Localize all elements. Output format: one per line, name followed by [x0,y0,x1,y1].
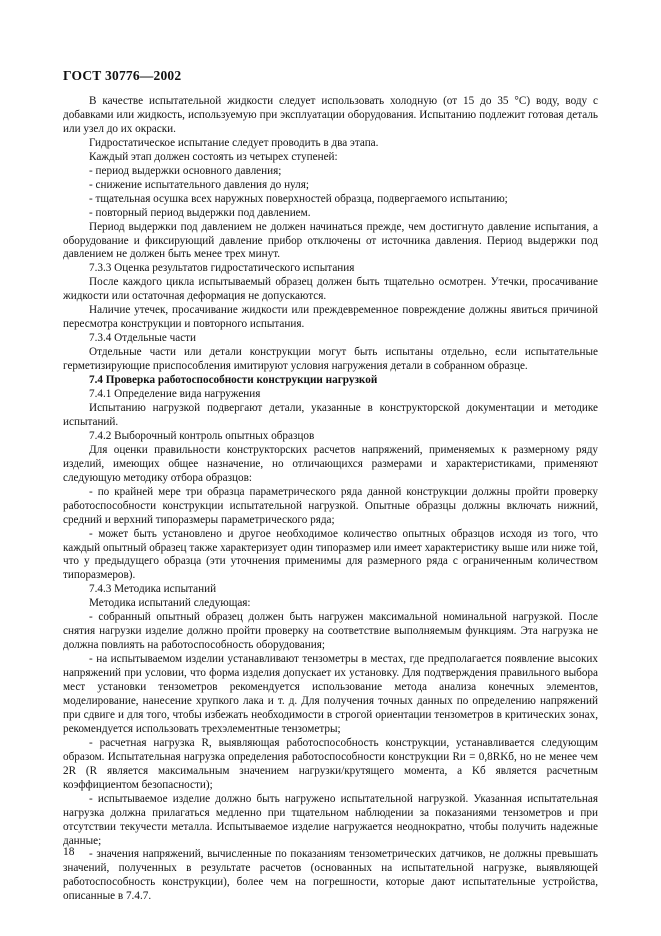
subsection-heading: 7.3.4 Отдельные части [89,332,197,345]
paragraph: Наличие утечек, просачивание жидкости или преждевременное повреждение должны явиться причиной пересмотра конструкции и повторного испытания. [63,304,598,331]
document-header: ГОСТ 30776—2002 [63,68,182,83]
list-item: - может быть установлено и другое необходимое количество опытных образцов исходя из того, что каждый опытный образец также характеризует один типоразмер или имеет характеристику выше или ниже той, что у предыдущего образца (эти уточнения применимы для размерного ряда с ограниченным количеством типоразмеров). [63,527,598,582]
paragraph: После каждого цикла испытываемый образец должен быть тщательно осмотрен. Утечки, просачивание жидкости или остаточная деформация не допускаются. [63,276,598,303]
paragraph: Испытанию нагрузкой подвергают детали, указанные в конструкторской документации и методике испытаний. [63,401,598,428]
list-item: - расчетная нагрузка R, выявляющая работоспособность конструкции, устанавливается следующим образом. Испытательная нагрузка определения работоспособности конструкции Rи = 0,8RKб, но не менее чем 2R (R является максимальным значением нагрузки/крутящего момента, а Kб является расчетным коэффициентом безопасности); [63,736,598,791]
subsection-heading: 7.4.3 Методика испытаний [89,583,217,596]
paragraph: Отдельные части или детали конструкции могут быть испытаны отдельно, если испытательные герметизирующие приспособления имитируют условия нагружения детали в собранном образце. [63,346,598,373]
list-item: - повторный период выдержки под давлением. [89,206,311,219]
page-number: 18 [63,846,75,858]
section-heading: 7.4 Проверка работоспособности конструкции нагрузкой [89,374,378,387]
document-body [63,95,598,904]
subsection-heading: 7.4.2 Выборочный контроль опытных образцов [89,429,315,442]
subsection-heading: 7.3.3 Оценка результатов гидростатического испытания [89,262,355,275]
list-item: - тщательная осушка всех наружных поверхностей образца, подвергаемого испытанию; [89,192,508,205]
paragraph: Методика испытаний следующая: [89,597,251,610]
subsection-heading: 7.4.1 Определение вида нагружения [89,388,261,401]
list-item: - на испытываемом изделии устанавливают тензометры в местах, где предполагается появление высоких напряжений при условии, что форма изделия допускает их установку. Для подтверждения правильного выбора мест установки тензометров рекомендуется использование метода анализа конечных элементов, моделирование, нанесение хрупкого лака и т. д. Для получения точных данных по определению напряжений при сдвиге и для того, чтобы избежать необходимости в строгой ориентации тензометров в критических зонах, рекомендуется использовать трехэлементные тензометры; [63,653,598,735]
list-item: - значения напряжений, вычисленные по показаниям тензометрических датчиков, не должны превышать значений, полученных в результате расчетов (основанных на испытательной нагрузке, выявляющей работоспособность конструкции), более чем на погрешности, которые дают испытательные устройства, описанные в 7.4.7. [63,848,598,903]
paragraph: Для оценки правильности конструкторских расчетов напряжений, применяемых к размерному ряду изделий, имеющих общее назначение, но отличающихся размерами и характеристиками, применяют следующую методику отбора образцов: [63,443,598,484]
paragraph: Период выдержки под давлением не должен начинаться прежде, чем достигнуто давление испытания, а оборудование и фиксирующий давление прибор отключены от источника давления. Период выдержки под давлением не должен быть менее трех минут. [63,220,598,261]
paragraph: Гидростатическое испытание следует проводить в два этапа. [89,136,379,149]
paragraph: Каждый этап должен состоять из четырех ступеней: [89,150,338,163]
list-item: - снижение испытательного давления до нуля; [89,178,309,191]
list-item: - по крайней мере три образца параметрического ряда данной конструкции должны пройти проверку работоспособности конструкции испытательной нагрузкой. Опытные образцы должны включать нижний, средний и верхний типоразмеры параметрического ряда; [63,485,598,526]
paragraph: В качестве испытательной жидкости следует использовать холодную (от 15 до 35 °С) воду, воду с добавками или жидкость, используемую при эксплуатации оборудования. Испытанию подлежит готовая деталь или узел до их окраски. [63,95,598,135]
list-item: - собранный опытный образец должен быть нагружен максимальной номинальной нагрузкой. После снятия нагрузки изделие должно пройти проверку на соответствие выполняемым функциям. Эта нагрузка не должна повлиять на работоспособность оборудования; [63,611,598,652]
list-item: - испытываемое изделие должно быть нагружено испытательной нагрузкой. Указанная испытательная нагрузка должна прилагаться медленно при тщательном наблюдении за показаниями тензометров и при отсутствии текучести металла. Испытываемое изделие нагружается неоднократно, чтобы получить надежные данные; [63,792,598,847]
list-item: - период выдержки основного давления; [89,164,282,177]
